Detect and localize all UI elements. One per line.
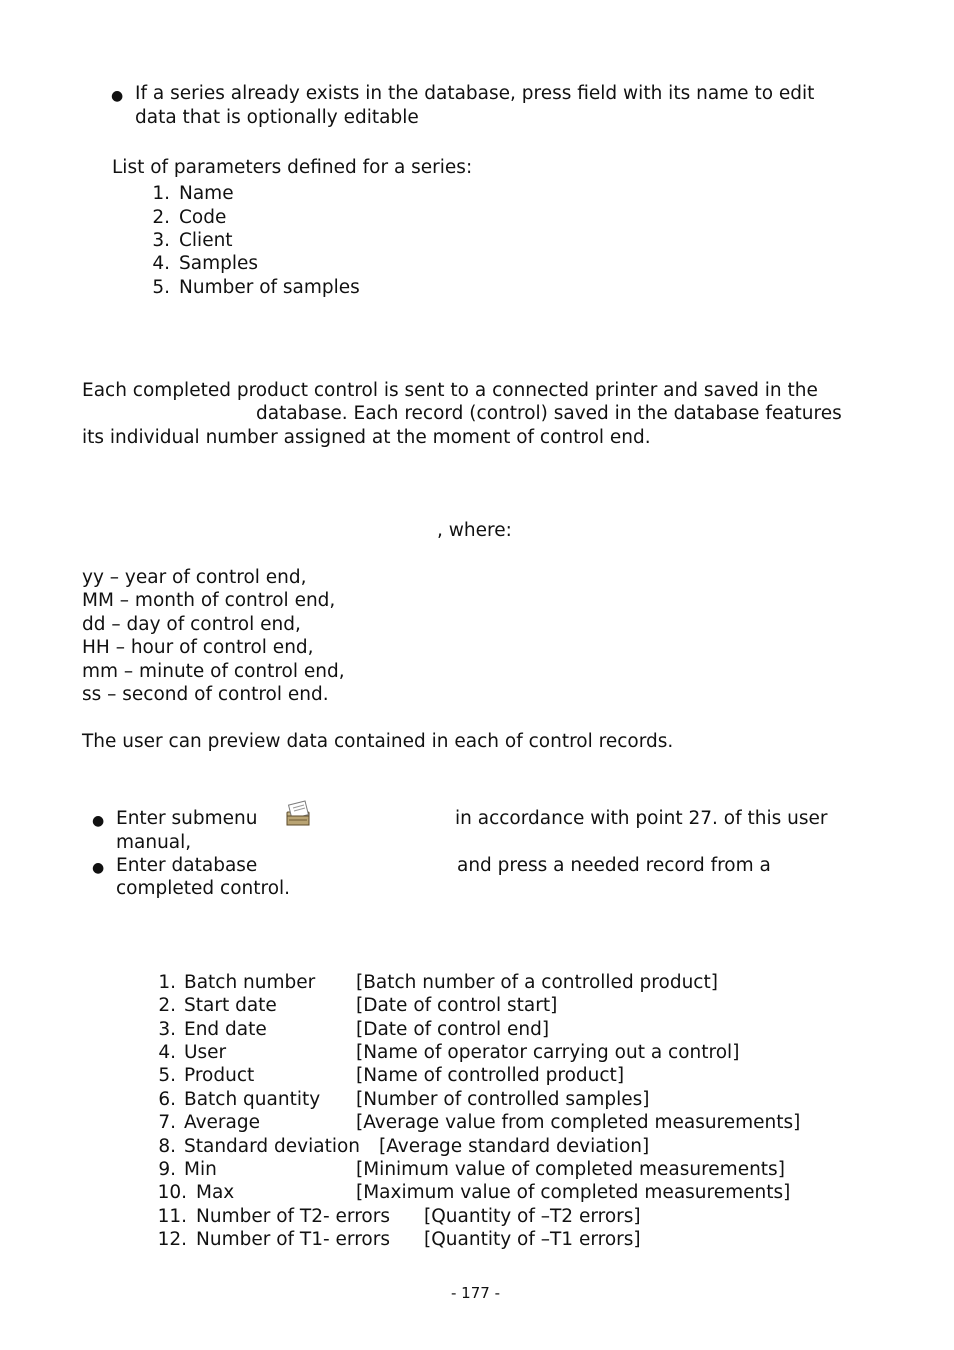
record-field-desc: [Date of control start] xyxy=(356,995,558,1016)
database-submenu-icon xyxy=(285,800,313,828)
record-field-desc: [Quantity of –T2 errors] xyxy=(424,1206,641,1227)
record-field-name: Standard deviation xyxy=(184,1136,361,1157)
record-field-name: Min xyxy=(184,1159,217,1180)
page-number: - 177 - xyxy=(451,1284,500,1302)
record-field-desc: [Name of operator carrying out a control] xyxy=(356,1042,740,1063)
where-text: , where: xyxy=(437,520,512,541)
record-field-number: 5. xyxy=(158,1065,176,1086)
intro-bullet-line2: data that is optionally editable xyxy=(135,107,419,128)
record-field-name: Number of T2- errors xyxy=(196,1206,390,1227)
record-field-desc: [Average standard deviation] xyxy=(379,1136,650,1157)
record-field-name: End date xyxy=(184,1019,267,1040)
record-field-name: Number of T1- errors xyxy=(196,1229,390,1250)
list-number: 2. xyxy=(152,207,170,228)
list-number: 3. xyxy=(152,230,170,251)
record-field-number: 2. xyxy=(158,995,176,1016)
record-field-desc: [Number of controlled samples] xyxy=(356,1089,650,1110)
record-field-name: Product xyxy=(184,1065,255,1086)
step2-text-a: Enter database xyxy=(116,855,258,876)
record-field-number: 12. xyxy=(157,1229,187,1250)
record-field-name: User xyxy=(184,1042,227,1063)
record-field-desc: [Date of control end] xyxy=(356,1019,550,1040)
preview-text: The user can preview data contained in each of control records. xyxy=(82,731,674,752)
record-field-number: 8. xyxy=(158,1136,176,1157)
record-field-number: 6. xyxy=(158,1089,176,1110)
record-field-name: Batch number xyxy=(184,972,316,993)
series-params-heading: List of parameters defined for a series: xyxy=(112,157,473,178)
intro-bullet-line1: If a series already exists in the database, press field with its name to edit xyxy=(135,83,815,104)
record-field-number: 9. xyxy=(158,1159,176,1180)
step1-text-b: in accordance with point 27. of this user xyxy=(455,808,828,829)
record-field-number: 1. xyxy=(158,972,176,993)
record-field-name: Batch quantity xyxy=(184,1089,321,1110)
time-field: HH – hour of control end, xyxy=(82,637,314,658)
record-field-number: 3. xyxy=(158,1019,176,1040)
step2-text-c: completed control. xyxy=(116,878,291,899)
record-field-number: 11. xyxy=(157,1206,187,1227)
record-field-number: 4. xyxy=(158,1042,176,1063)
record-field-desc: [Average value from completed measurements] xyxy=(356,1112,801,1133)
list-number: 4. xyxy=(152,253,170,274)
series-param-item: Samples xyxy=(179,253,259,274)
record-field-desc: [Batch number of a controlled product] xyxy=(356,972,718,993)
record-field-desc: [Quantity of –T1 errors] xyxy=(424,1229,641,1250)
series-param-item: Number of samples xyxy=(179,277,360,298)
record-field-desc: [Maximum value of completed measurements] xyxy=(356,1182,791,1203)
time-field: dd – day of control end, xyxy=(82,614,301,635)
step1-text-a: Enter submenu xyxy=(116,808,258,829)
series-param-item: Code xyxy=(179,207,227,228)
step1-text-c: manual, xyxy=(116,832,192,853)
control-para-line1: Each completed product control is sent to a connected printer and saved in the xyxy=(82,380,818,401)
list-number: 1. xyxy=(152,183,170,204)
bullet-dot: ● xyxy=(111,88,124,104)
record-field-name: Average xyxy=(184,1112,260,1133)
time-field: MM – month of control end, xyxy=(82,590,336,611)
list-number: 5. xyxy=(152,277,170,298)
time-field: ss – second of control end. xyxy=(82,684,329,705)
control-para-line2: database. Each record (control) saved in the database features xyxy=(256,403,842,424)
series-param-item: Client xyxy=(179,230,233,251)
series-param-item: Name xyxy=(179,183,234,204)
bullet-dot: ● xyxy=(92,813,105,829)
record-field-name: Start date xyxy=(184,995,277,1016)
record-field-name: Max xyxy=(196,1182,235,1203)
record-field-number: 7. xyxy=(158,1112,176,1133)
time-field: mm – minute of control end, xyxy=(82,661,345,682)
bullet-dot: ● xyxy=(92,860,105,876)
record-field-desc: [Name of controlled product] xyxy=(356,1065,625,1086)
time-field: yy – year of control end, xyxy=(82,567,307,588)
step2-text-b: and press a needed record from a xyxy=(457,855,771,876)
record-field-desc: [Minimum value of completed measurements] xyxy=(356,1159,785,1180)
record-field-number: 10. xyxy=(157,1182,187,1203)
control-para-line3: its individual number assigned at the moment of control end. xyxy=(82,427,651,448)
